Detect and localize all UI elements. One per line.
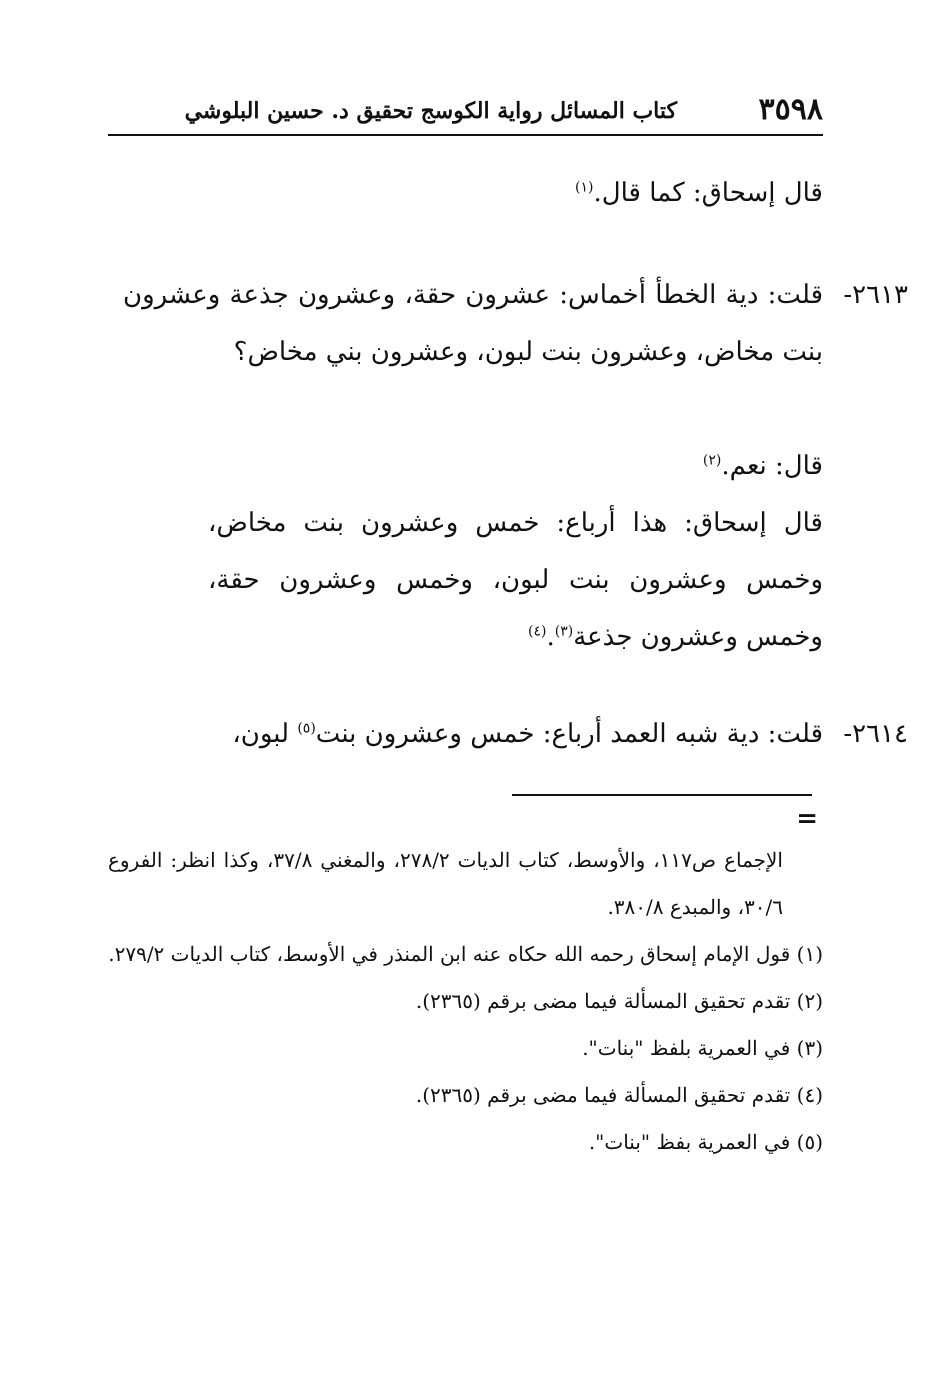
footnote-4 xyxy=(108,1072,823,1119)
footnote-text: قول الإمام إسحاق رحمه الله حكاه عنه ابن المنذر في الأوسط، كتاب الديات ٢٧٩/٢. xyxy=(108,942,791,966)
footnote-2 xyxy=(108,978,823,1025)
answer-text-2613: قال: نعم. xyxy=(721,451,823,481)
answer-2613 xyxy=(208,438,823,495)
intro-text: قال إسحاق: كما قال. xyxy=(593,178,823,208)
ishaq-opinion-2613 xyxy=(208,495,823,666)
continuation-mark: = xyxy=(796,804,818,834)
footnote-ref-1: (١) xyxy=(575,179,594,196)
footnote-marker: (١) xyxy=(796,942,823,966)
footnote-marker: (٥) xyxy=(796,1130,823,1154)
footnote-text: في العمرية بلفظ "بنات". xyxy=(582,1036,791,1060)
footnote-marker: (٤) xyxy=(796,1083,823,1107)
footnote-marker: (٢) xyxy=(796,989,823,1013)
question-text-2614: قلت: دية شبه العمد أرباع: خمس وعشرون بنت xyxy=(315,719,823,749)
footnote-text: تقدم تحقيق المسألة فيما مضى برقم (٢٣٦٥). xyxy=(415,1083,791,1107)
question-2614 xyxy=(123,706,908,763)
footnote-marker: (٣) xyxy=(796,1036,823,1060)
ishaq-text-2613: قال إسحاق: هذا أرباع: خمس وعشرون بنت مخاض، وخمس وعشرون بنت لبون، وخمس وعشرون حقة، وخمس وعشرون جذعة xyxy=(208,508,823,652)
footnote-5 xyxy=(108,1119,823,1166)
footnote-ref-5: (٥) xyxy=(297,720,316,737)
question-number-2613: ٢٦١٣- xyxy=(843,280,908,310)
footnote-text: في العمرية بفظ "بنات". xyxy=(588,1130,791,1154)
footnote-1 xyxy=(108,931,823,978)
footnote-separator xyxy=(512,794,812,796)
footnote-ref-3: (٣) xyxy=(554,623,574,640)
footnote-3 xyxy=(108,1025,823,1072)
question-text-2614-end: لبون، xyxy=(232,719,298,749)
intro-paragraph xyxy=(208,165,823,222)
footnote-ref-2: (٢) xyxy=(702,452,722,469)
footnote-text: تقدم تحقيق المسألة فيما مضى برقم (٢٣٦٥). xyxy=(415,989,791,1013)
running-title: كتاب المسائل رواية الكوسج تحقيق د. حسين البلوشي xyxy=(184,98,677,124)
page-header xyxy=(108,90,823,136)
question-number-2614: ٢٦١٤- xyxy=(843,719,908,749)
ishaq-end: . xyxy=(546,622,555,652)
footnote-continued: الإجماع ص١١٧، والأوسط، كتاب الديات ٢٧٨/٢، والمغني ٣٧/٨، وكذا انظر: الفروع ٣٠/٦، والمبدع ٣٨٠/٨. xyxy=(108,848,783,919)
footnotes xyxy=(108,837,823,1166)
footnote-ref-4: (٤) xyxy=(528,623,547,640)
question-2613 xyxy=(123,267,908,381)
page-number: ٣٥٩٨ xyxy=(758,92,823,127)
question-text-2613: قلت: دية الخطأ أخماس: عشرون حقة، وعشرون جذعة وعشرون بنت مخاض، وعشرون بنت لبون، وعشرون بني مخاض؟ xyxy=(123,280,823,367)
